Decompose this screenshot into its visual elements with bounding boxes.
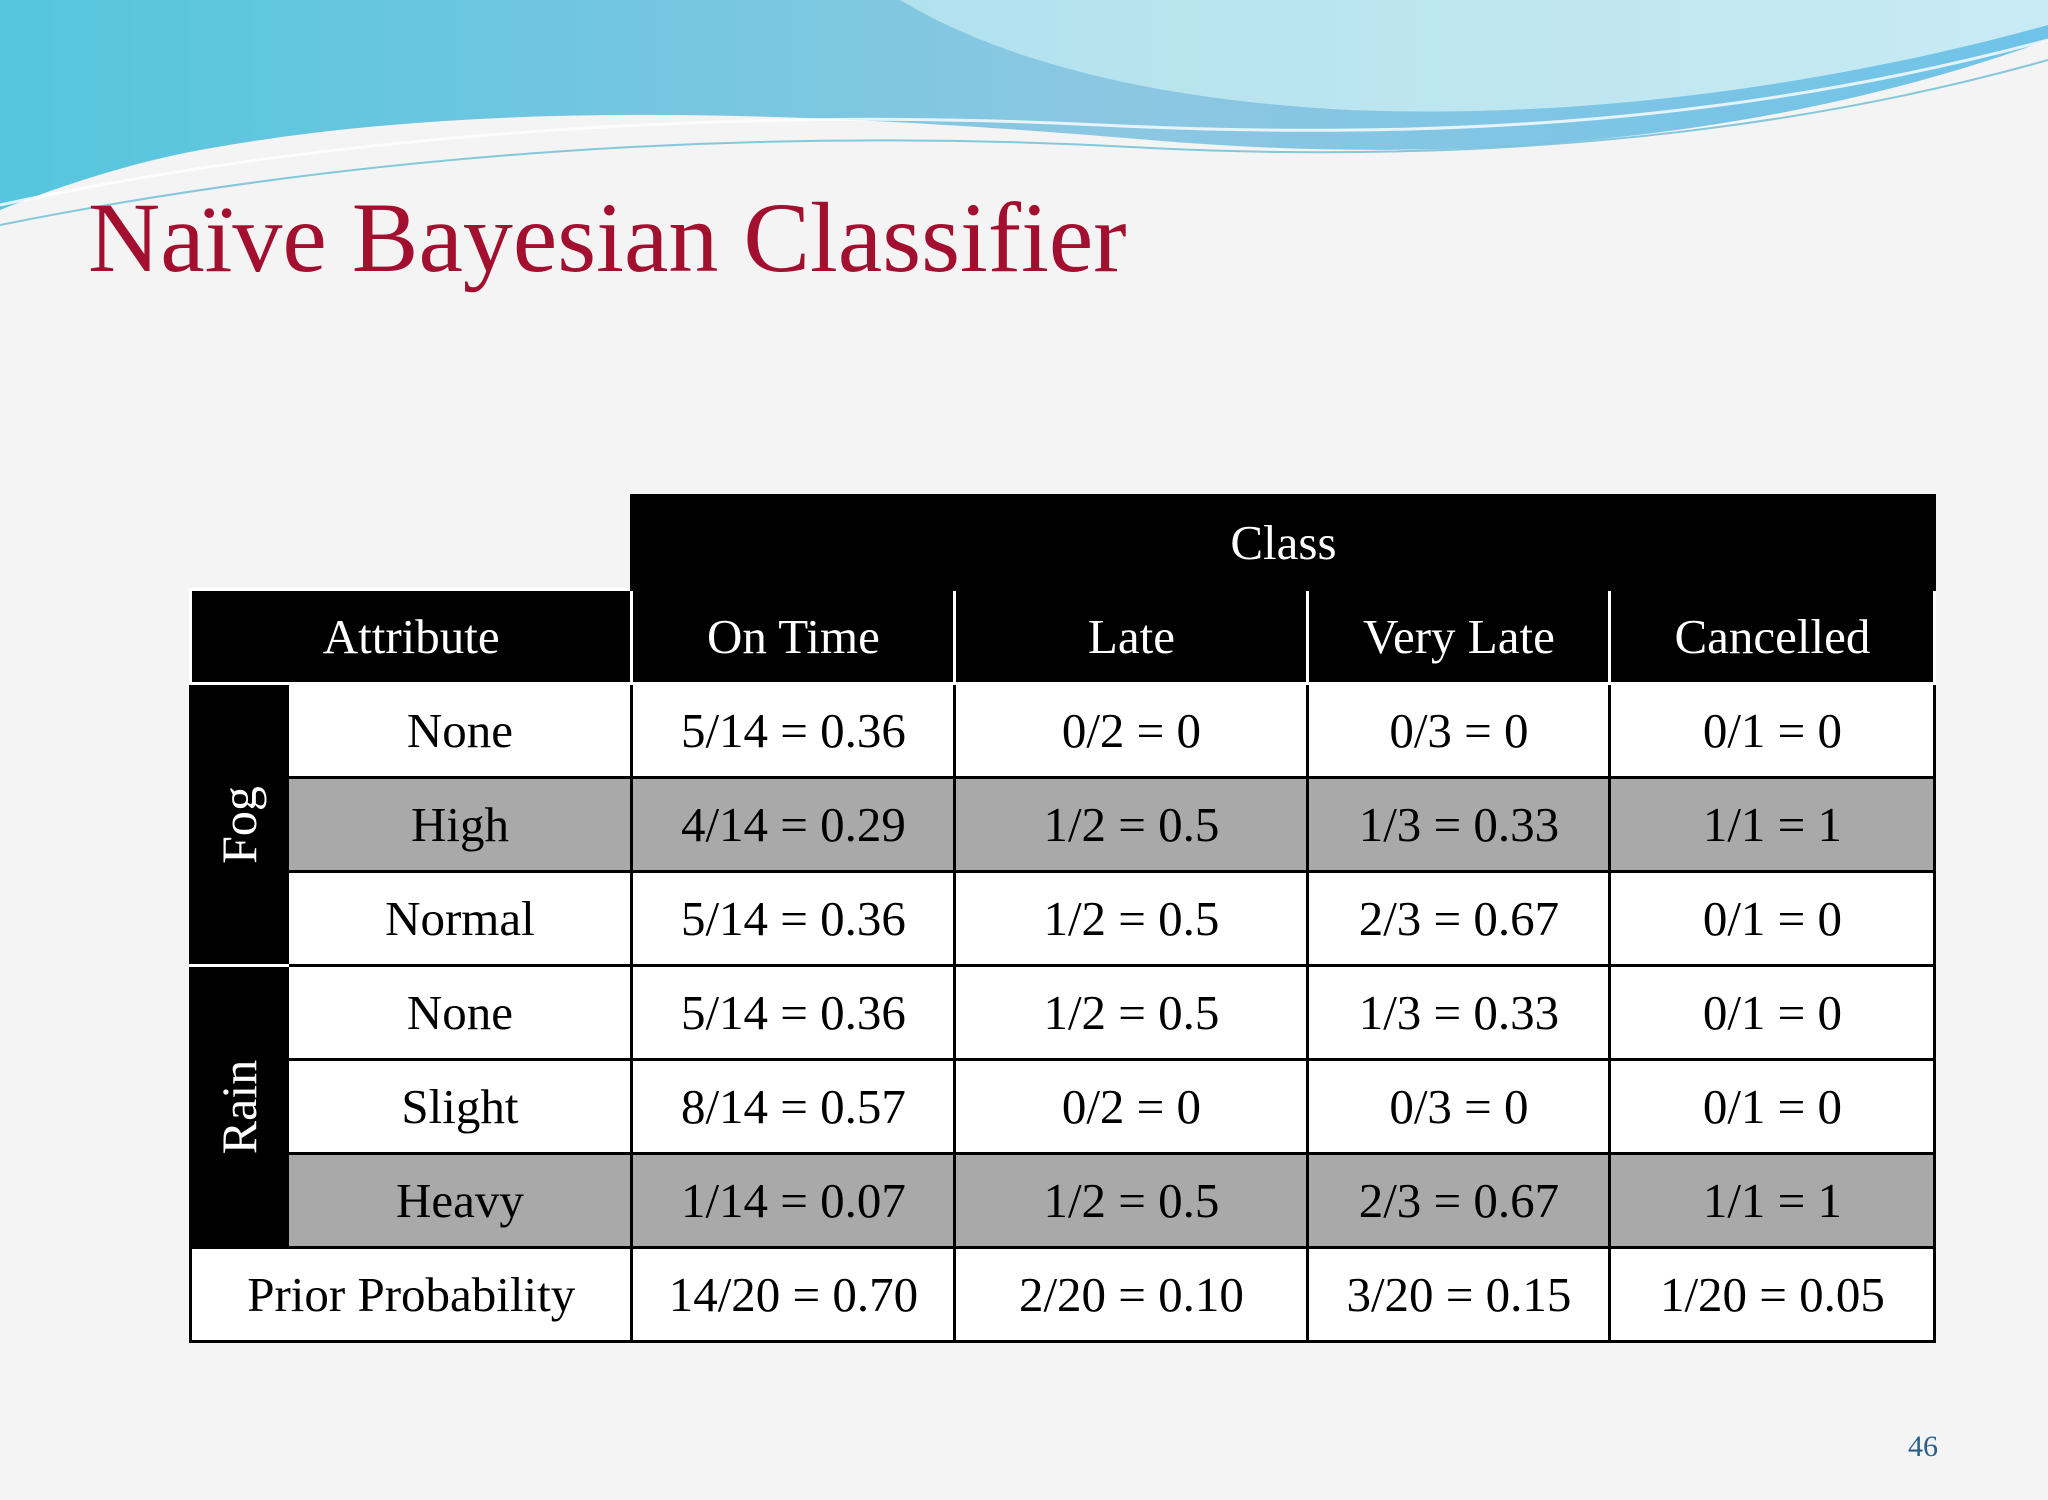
- attribute-header: Attribute: [191, 590, 632, 684]
- table-cell: 3/20 = 0.15: [1308, 1248, 1610, 1342]
- column-header-late: Late: [955, 590, 1308, 684]
- row-label: None: [288, 684, 632, 778]
- table-cell: 0/3 = 0: [1308, 1060, 1610, 1154]
- table-cell: 0/3 = 0: [1308, 684, 1610, 778]
- table-row: [191, 1060, 1935, 1154]
- table-cell: 0/1 = 0: [1610, 684, 1935, 778]
- table-cell: 1/3 = 0.33: [1308, 778, 1610, 872]
- table-cell: 1/1 = 1: [1610, 778, 1935, 872]
- table-cell: 14/20 = 0.70: [632, 1248, 955, 1342]
- column-header-on-time: On Time: [632, 590, 955, 684]
- table-cell: 0/2 = 0: [955, 684, 1308, 778]
- table-cell: 5/14 = 0.36: [632, 872, 955, 966]
- table-cell: 2/20 = 0.10: [955, 1248, 1308, 1342]
- table-row: [191, 966, 1935, 1060]
- table-cell: 1/3 = 0.33: [1308, 966, 1610, 1060]
- blank-corner: [191, 496, 632, 590]
- group-label-text: Fog: [211, 785, 268, 864]
- prior-probability-row: [191, 1248, 1935, 1342]
- table-row: [191, 778, 1935, 872]
- table-cell: 1/2 = 0.5: [955, 778, 1308, 872]
- row-label: Slight: [288, 1060, 632, 1154]
- column-header-very-late: Very Late: [1308, 590, 1610, 684]
- table-cell: 0/2 = 0: [955, 1060, 1308, 1154]
- table-row: [191, 872, 1935, 966]
- table-cell: 0/1 = 0: [1610, 966, 1935, 1060]
- group-label-rain: [191, 966, 288, 1248]
- column-header-row: [191, 590, 1935, 684]
- row-label: None: [288, 966, 632, 1060]
- table-cell: 2/3 = 0.67: [1308, 1154, 1610, 1248]
- slide-title: Naïve Bayesian Classifier: [88, 182, 1127, 293]
- table-cell: 2/3 = 0.67: [1308, 872, 1610, 966]
- group-label-text: Rain: [211, 1059, 268, 1154]
- table-cell: 1/2 = 0.5: [955, 966, 1308, 1060]
- row-label: Normal: [288, 872, 632, 966]
- page-number: 46: [1908, 1430, 1938, 1463]
- probability-table: [189, 494, 1936, 1343]
- row-label: High: [288, 778, 632, 872]
- prior-probability-label: Prior Probability: [191, 1248, 632, 1342]
- group-label-fog: [191, 684, 288, 966]
- table-cell: 8/14 = 0.57: [632, 1060, 955, 1154]
- table-cell: 0/1 = 0: [1610, 872, 1935, 966]
- table-cell: 5/14 = 0.36: [632, 966, 955, 1060]
- table-cell: 1/14 = 0.07: [632, 1154, 955, 1248]
- table-cell: 1/1 = 1: [1610, 1154, 1935, 1248]
- class-header-row: [191, 496, 1935, 590]
- table-cell: 1/2 = 0.5: [955, 872, 1308, 966]
- table-row: [191, 684, 1935, 778]
- table-cell: 5/14 = 0.36: [632, 684, 955, 778]
- table-row: [191, 1154, 1935, 1248]
- row-label: Heavy: [288, 1154, 632, 1248]
- table-cell: 0/1 = 0: [1610, 1060, 1935, 1154]
- table-cell: 1/2 = 0.5: [955, 1154, 1308, 1248]
- class-header: Class: [632, 496, 1935, 590]
- table-cell: 1/20 = 0.05: [1610, 1248, 1935, 1342]
- column-header-cancelled: Cancelled: [1610, 590, 1935, 684]
- table-cell: 4/14 = 0.29: [632, 778, 955, 872]
